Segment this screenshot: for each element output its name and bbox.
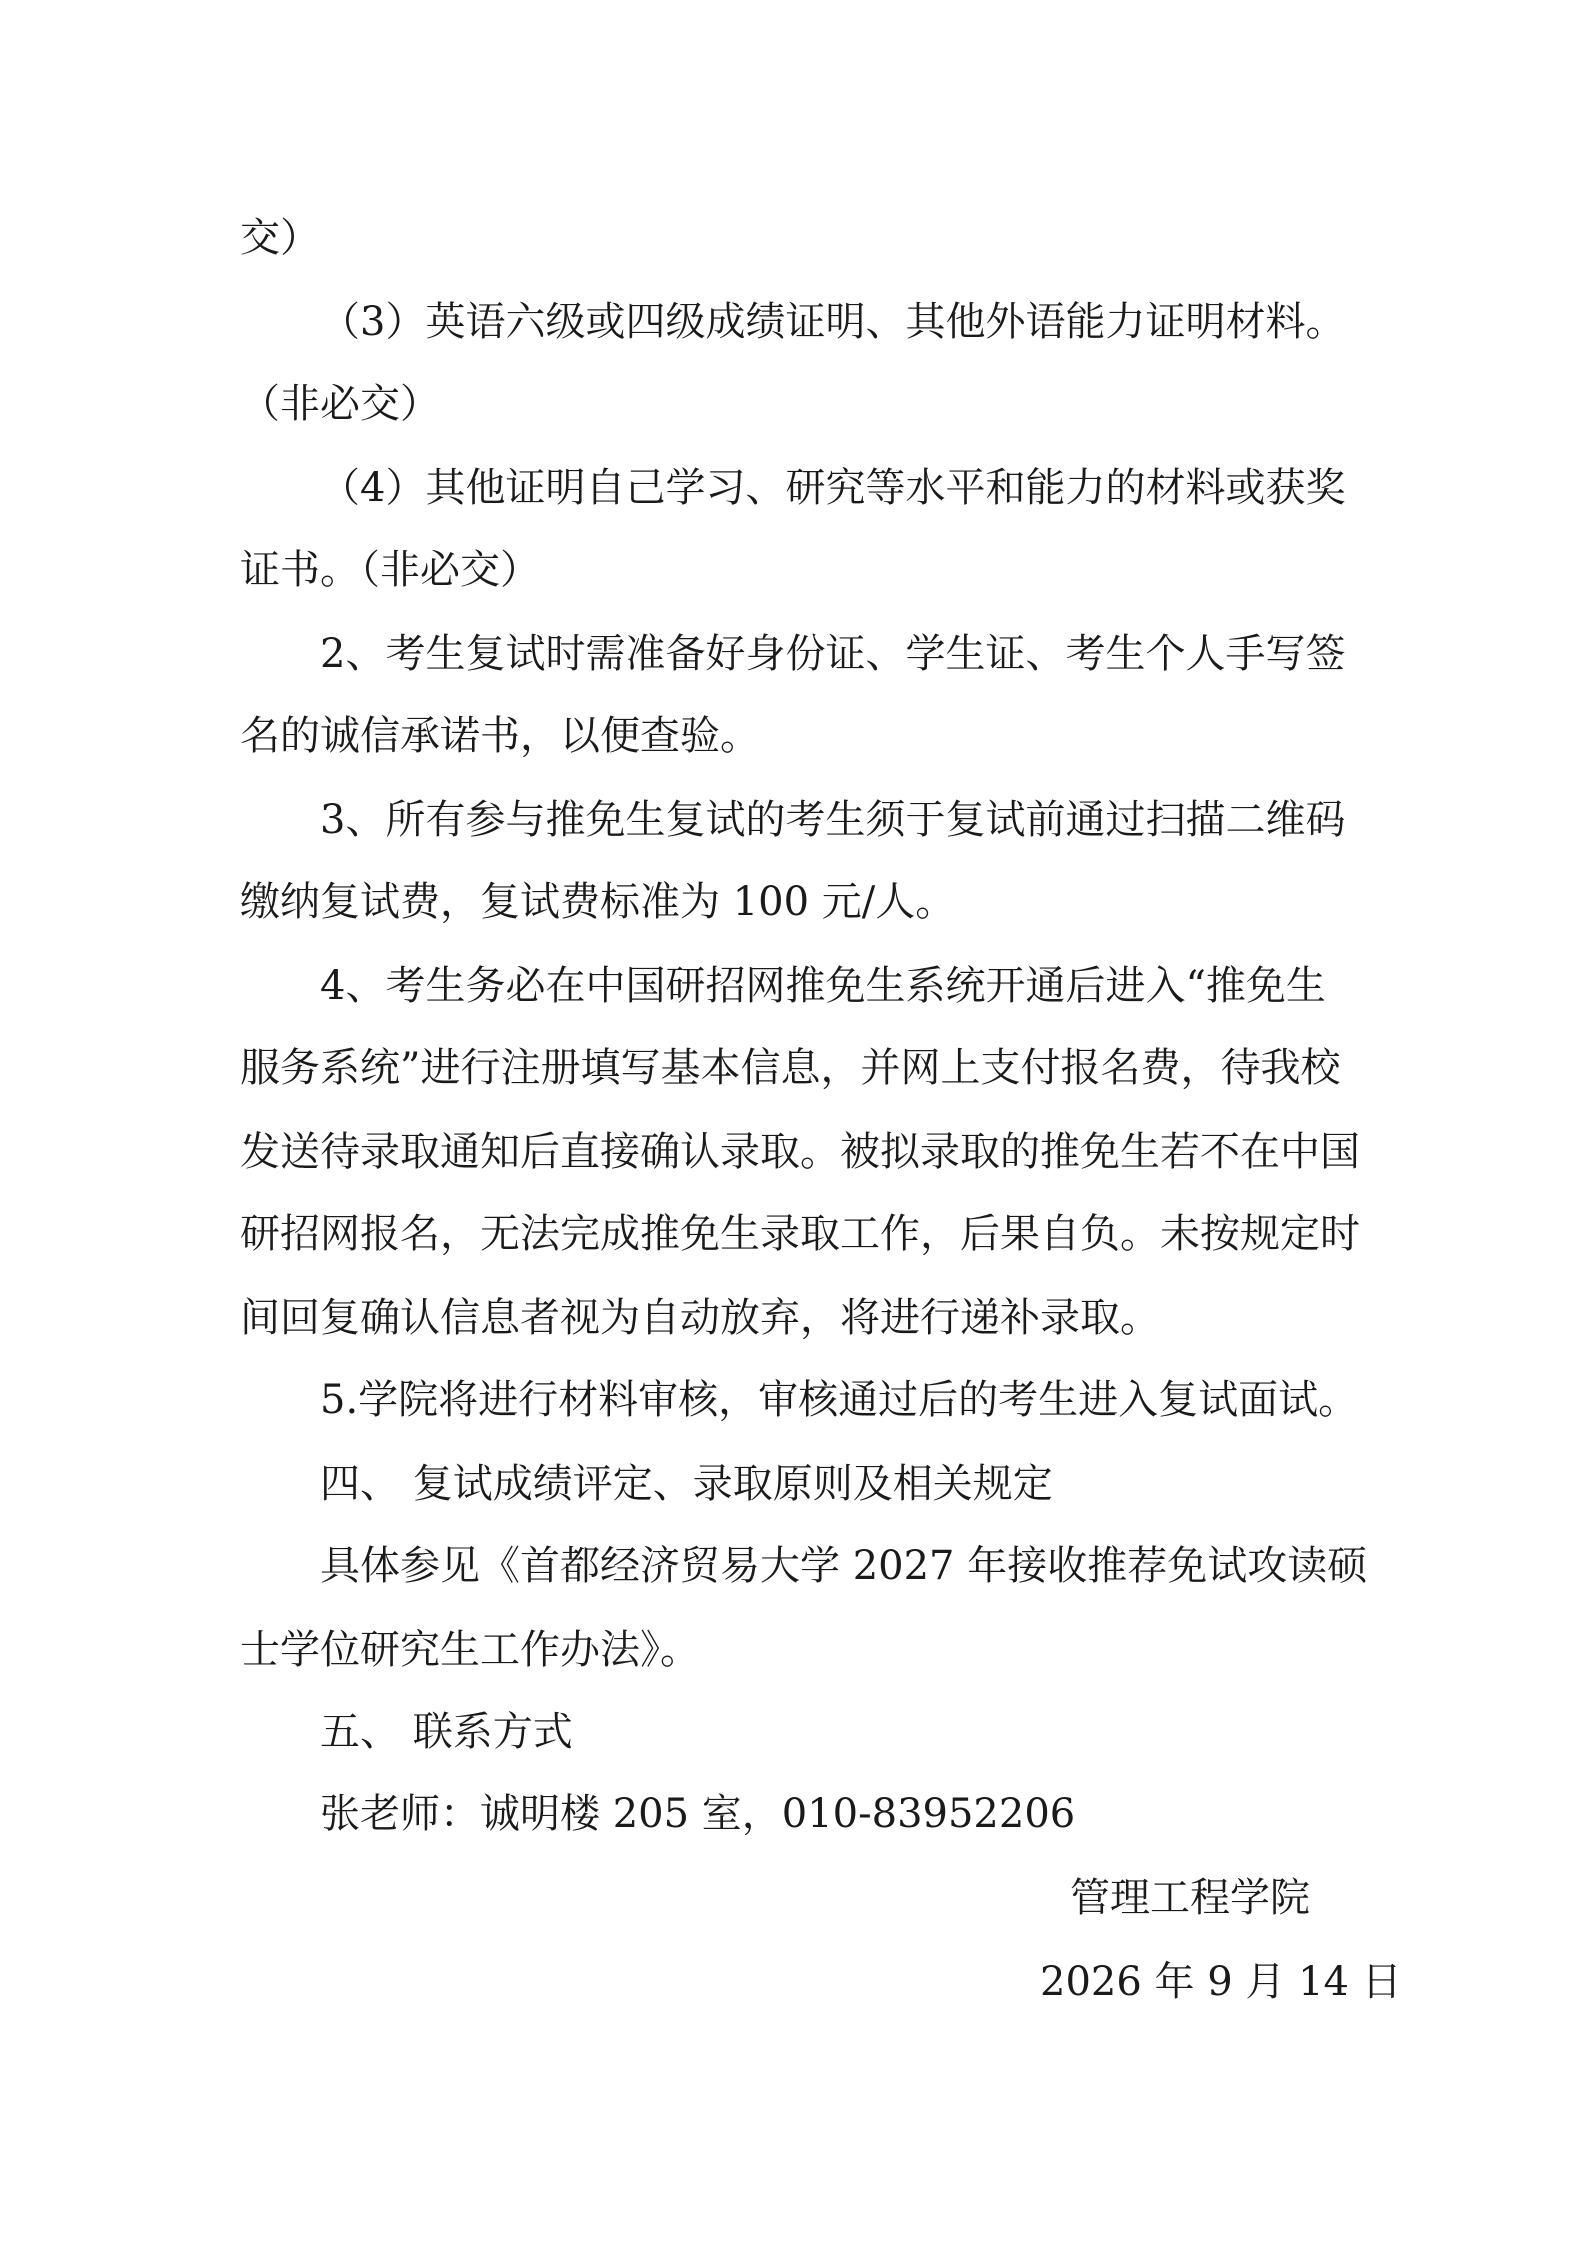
text-line: （3）英语六级或四级成绩证明、其他外语能力证明材料。 [320, 299, 1346, 345]
text-line: 证书。（非必交） [240, 547, 540, 593]
signature-org: 管理工程学院 [1070, 1875, 1310, 1921]
text-line: 名的诚信承诺书，以便查验。 [240, 713, 760, 759]
text-line: 研招网报名，无法完成推免生录取工作，后果自负。未按规定时 [240, 1211, 1360, 1257]
text-line: 缴纳复试费，复试费标准为 100 元/人。 [240, 879, 956, 925]
text-line: 间回复确认信息者视为自动放弃，将进行递补录取。 [240, 1295, 1160, 1341]
section-heading: 五、 联系方式 [320, 1709, 573, 1755]
text-line: 2、考生复试时需准备好身份证、学生证、考生个人手写签 [320, 631, 1346, 677]
text-line: 4、考生务必在中国研招网推免生系统开通后进入“推免生 [320, 963, 1326, 1009]
contact-line: 张老师：诚明楼 205 室，010-83952206 [320, 1791, 1076, 1837]
text-line: 5.学院将进行材料审核，审核通过后的考生进入复试面试。 [320, 1377, 1359, 1423]
section-heading: 四、 复试成绩评定、录取原则及相关规定 [320, 1461, 1053, 1507]
signature-date: 2026 年 9 月 14 日 [1040, 1959, 1402, 2005]
text-line: （4）其他证明自己学习、研究等水平和能力的材料或获奖 [320, 465, 1346, 511]
text-line: （非必交） [240, 381, 440, 427]
text-line: 具体参见《首都经济贸易大学 2027 年接收推荐免试攻读硕 [320, 1543, 1368, 1589]
text-line: 服务系统”进行注册填写基本信息，并网上支付报名费，待我校 [240, 1045, 1341, 1091]
text-line: 士学位研究生工作办法》。 [240, 1627, 700, 1673]
text-line: 3、所有参与推免生复试的考生须于复试前通过扫描二维码 [320, 797, 1346, 843]
text-line: 发送待录取通知后直接确认录取。被拟录取的推免生若不在中国 [240, 1129, 1360, 1175]
text-line: 交） [240, 215, 320, 261]
